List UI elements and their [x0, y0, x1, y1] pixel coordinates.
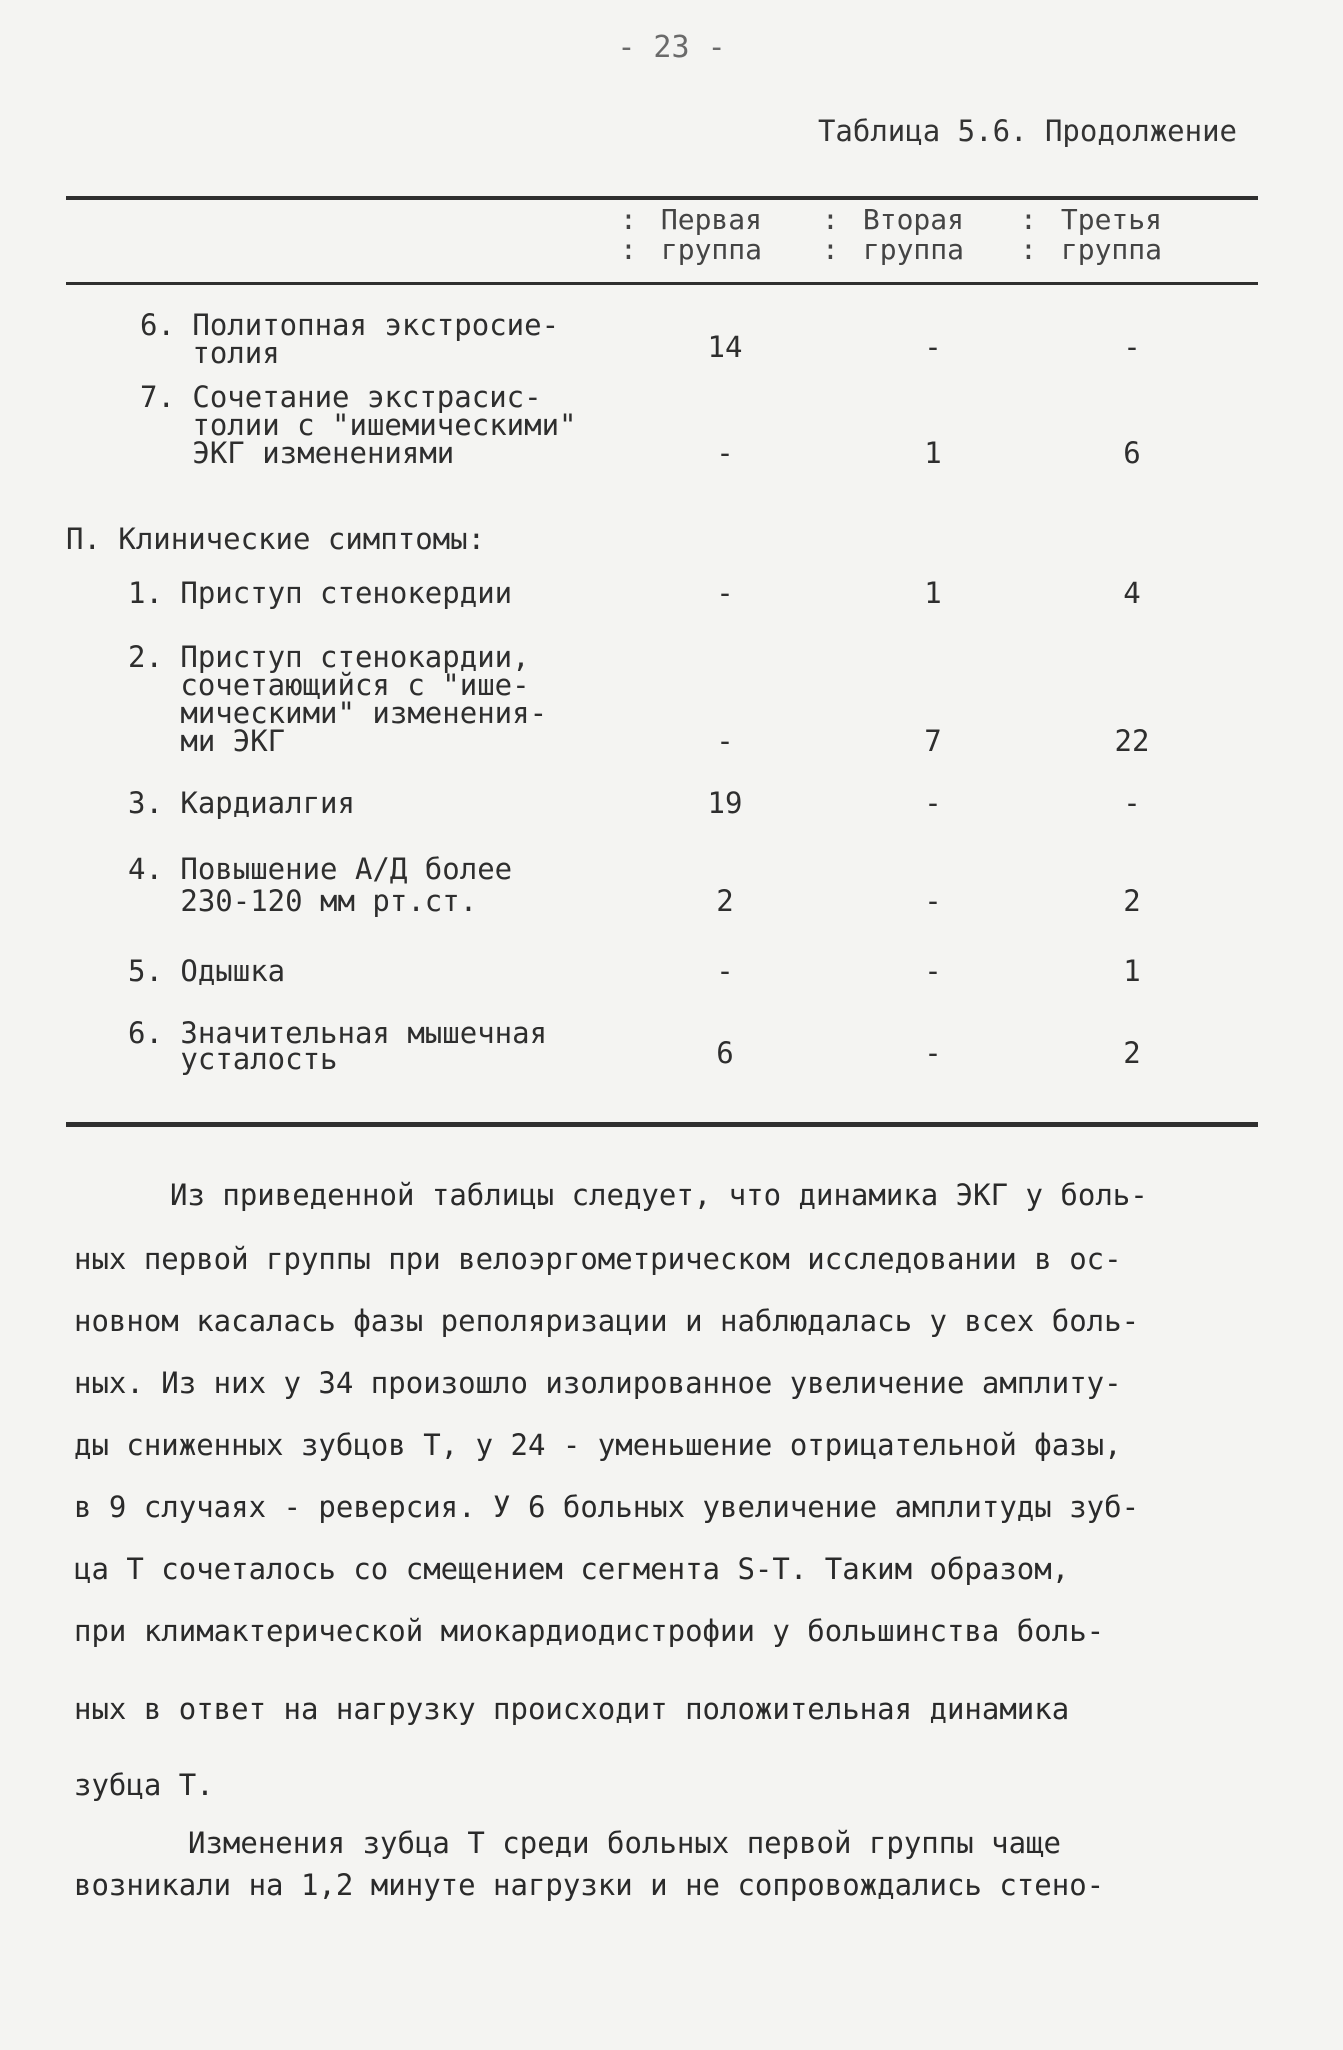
row-label: 2. Приступ стенокардии, — [128, 640, 530, 674]
cell-third-group: - — [1123, 786, 1141, 820]
cell-second-group: 7 — [924, 724, 942, 758]
cell-second-group: 1 — [924, 436, 942, 470]
paragraph-line: Изменения зубца Т среди больных первой группы чаще — [188, 1826, 1061, 1860]
cell-first-group: - — [716, 576, 734, 610]
paragraph-line: ных первой группы при велоэргометрическом исследовании в ос- — [74, 1242, 1122, 1276]
row-label: усталость — [128, 1042, 338, 1076]
cell-third-group: 1 — [1123, 954, 1141, 988]
paragraph-line: ды сниженных зубцов Т, у 24 - уменьшение отрицательной фазы, — [74, 1428, 1122, 1462]
column-header-second-group: : Вторая : группа — [822, 203, 965, 266]
cell-first-group: 2 — [716, 884, 734, 918]
paragraph-line: возникали на 1,2 минуте нагрузки и не сопровождались стено- — [74, 1868, 1105, 1902]
cell-second-group: - — [924, 884, 942, 918]
column-header-third-group: : Третья : группа — [1020, 203, 1163, 266]
paragraph-line: Из приведенной таблицы следует, что динамика ЭКГ у боль- — [170, 1178, 1148, 1212]
cell-third-group: 22 — [1114, 724, 1150, 758]
row-label: 6. Значительная мышечная — [128, 1016, 548, 1050]
table-bottom-rule — [66, 1122, 1258, 1127]
cell-first-group: - — [716, 436, 734, 470]
cell-first-group: 14 — [707, 330, 743, 364]
table-top-rule — [66, 196, 1258, 200]
cell-third-group: 2 — [1123, 1036, 1141, 1070]
row-label: 1. Приступ стенокердии — [128, 576, 513, 610]
paragraph-line: в 9 случаях - реверсия. У 6 больных увеличение амплитуды зуб- — [74, 1490, 1140, 1524]
row-label: 7. Сочетание экстрасис- — [140, 380, 542, 414]
cell-third-group: - — [1123, 330, 1141, 364]
cell-first-group: 19 — [707, 786, 743, 820]
cell-second-group: - — [924, 786, 942, 820]
row-label: 230-120 мм рт.ст. — [128, 884, 478, 918]
row-label: 6. Политопная экстросие- — [140, 308, 560, 342]
row-label: 4. Повышение А/Д более — [128, 852, 513, 886]
paragraph-line: при климактерической миокардиодистрофии у большинства боль- — [74, 1614, 1105, 1648]
table-header-rule — [66, 282, 1258, 285]
cell-third-group: 2 — [1123, 884, 1141, 918]
cell-first-group: - — [716, 724, 734, 758]
row-label: ЭКГ изменениями — [140, 436, 455, 470]
row-label: ми ЭКГ — [128, 724, 286, 758]
paragraph-line: зубца Т. — [74, 1768, 214, 1802]
cell-second-group: - — [924, 954, 942, 988]
row-label: толии с "ишемическими" — [140, 408, 577, 442]
paragraph-line: ных в ответ на нагрузку происходит положительная динамика — [74, 1692, 1070, 1726]
cell-second-group: 1 — [924, 576, 942, 610]
cell-third-group: 4 — [1123, 576, 1141, 610]
paragraph-line: новном касалась фазы реполяризации и наблюдалась у всех боль- — [74, 1304, 1140, 1338]
cell-second-group: - — [924, 1036, 942, 1070]
row-label: мическими" изменения- — [128, 696, 548, 730]
column-header-first-group: : Первая : группа — [620, 203, 763, 266]
cell-first-group: 6 — [716, 1036, 734, 1070]
row-label: 3. Кардиалгия — [128, 786, 355, 820]
cell-second-group: - — [924, 330, 942, 364]
row-label: толия — [140, 336, 280, 370]
paragraph-line: ных. Из них у 34 произошло изолированное увеличение амплиту- — [74, 1366, 1122, 1400]
page-number: - 23 - — [617, 30, 726, 65]
section-title: П. Клинические симптомы: — [66, 522, 486, 556]
row-label: сочетающийся с "ише- — [128, 668, 530, 702]
paragraph-line: ца Т сочеталось со смещением сегмента S-Т. Таким образом, — [74, 1552, 1070, 1586]
cell-third-group: 6 — [1123, 436, 1141, 470]
row-label: 5. Одышка — [128, 954, 286, 988]
table-caption: Таблица 5.6. Продолжение — [817, 114, 1237, 148]
cell-first-group: - — [716, 954, 734, 988]
